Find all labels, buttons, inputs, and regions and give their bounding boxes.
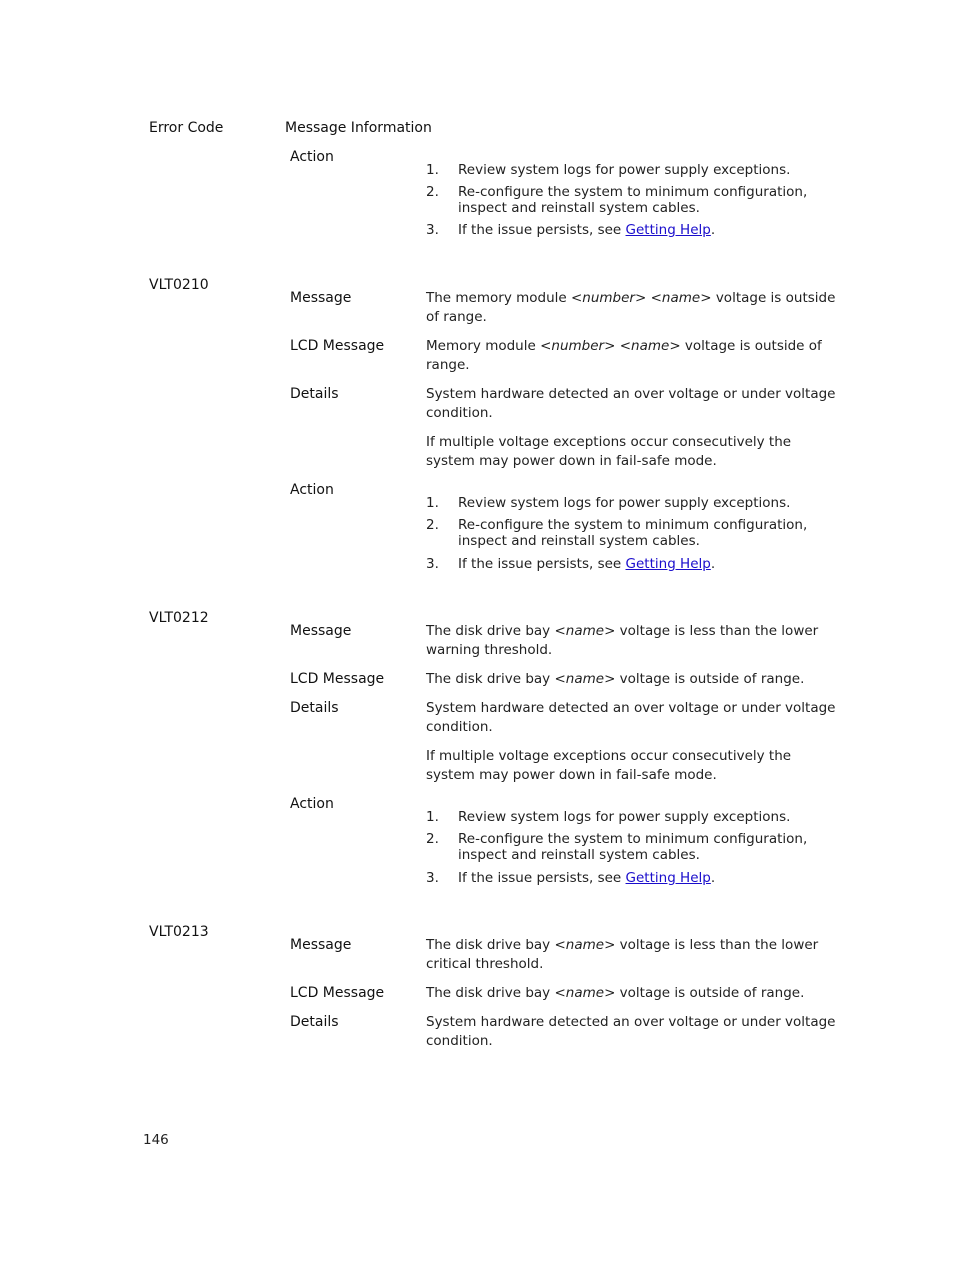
error-code: VLT0210 <box>149 277 209 293</box>
list-number: 3. <box>426 556 439 572</box>
lcd-message-text: The disk drive bay <name> voltage is outside of range. <box>426 985 805 1001</box>
message-text: The memory module <number> <name> voltage is outside <box>426 290 836 306</box>
list-number: 3. <box>426 870 439 886</box>
message-label: Message <box>290 937 352 953</box>
getting-help-link[interactable]: Getting Help <box>625 556 711 572</box>
list-number: 1. <box>426 809 439 825</box>
details-text-2: If multiple voltage exceptions occur consecutively the <box>426 748 792 764</box>
action-label: Action <box>290 482 334 498</box>
details-text: System hardware detected an over voltage or under voltage <box>426 700 836 716</box>
details-text-cont: condition. <box>426 405 493 421</box>
action-step-2-cont: inspect and reinstall system cables. <box>458 200 700 216</box>
action-step-1: Review system logs for power supply exceptions. <box>458 809 791 825</box>
details-text-2-cont: system may power down in fail-safe mode. <box>426 767 717 783</box>
lcd-message-text: Memory module <number> <name> voltage is outside of <box>426 338 822 354</box>
action-step-2-cont: inspect and reinstall system cables. <box>458 533 700 549</box>
details-text-2: If multiple voltage exceptions occur consecutively the <box>426 434 792 450</box>
action-step-2: Re-configure the system to minimum configuration, <box>458 184 808 200</box>
details-text-cont: condition. <box>426 1033 493 1049</box>
message-text-cont: of range. <box>426 309 487 325</box>
list-number: 1. <box>426 495 439 511</box>
lcd-message-label: LCD Message <box>290 338 385 354</box>
page-number: 146 <box>143 1132 169 1148</box>
action-step-3: If the issue persists, see Getting Help. <box>458 870 716 886</box>
lcd-message-text-cont: range. <box>426 357 470 373</box>
message-text: The disk drive bay <name> voltage is less than the lower <box>426 623 819 639</box>
message-text-cont: critical threshold. <box>426 956 544 972</box>
details-label: Details <box>290 700 339 716</box>
action-step-2: Re-configure the system to minimum configuration, <box>458 517 808 533</box>
details-label: Details <box>290 1014 339 1030</box>
list-number: 2. <box>426 184 439 200</box>
column-header-message-information: Message Information <box>285 120 432 136</box>
details-text: System hardware detected an over voltage or under voltage <box>426 1014 836 1030</box>
getting-help-link[interactable]: Getting Help <box>625 870 711 886</box>
action-label: Action <box>290 796 334 812</box>
message-text-cont: warning threshold. <box>426 642 553 658</box>
list-number: 3. <box>426 222 439 238</box>
action-step-2-cont: inspect and reinstall system cables. <box>458 847 700 863</box>
action-step-1: Review system logs for power supply exceptions. <box>458 162 791 178</box>
message-text: The disk drive bay <name> voltage is less than the lower <box>426 937 819 953</box>
details-text: System hardware detected an over voltage or under voltage <box>426 386 836 402</box>
getting-help-link[interactable]: Getting Help <box>625 222 711 238</box>
details-label: Details <box>290 386 339 402</box>
action-step-3: If the issue persists, see Getting Help. <box>458 556 716 572</box>
error-code: VLT0212 <box>149 610 209 626</box>
column-header-error-code: Error Code <box>149 120 224 136</box>
details-text-2-cont: system may power down in fail-safe mode. <box>426 453 717 469</box>
lcd-message-label: LCD Message <box>290 671 385 687</box>
action-label: Action <box>290 149 334 165</box>
list-number: 2. <box>426 831 439 847</box>
lcd-message-text: The disk drive bay <name> voltage is outside of range. <box>426 671 805 687</box>
lcd-message-label: LCD Message <box>290 985 385 1001</box>
message-label: Message <box>290 290 352 306</box>
error-code: VLT0213 <box>149 924 209 940</box>
details-text-cont: condition. <box>426 719 493 735</box>
message-label: Message <box>290 623 352 639</box>
list-number: 2. <box>426 517 439 533</box>
list-number: 1. <box>426 162 439 178</box>
action-step-3: If the issue persists, see Getting Help. <box>458 222 716 238</box>
action-step-2: Re-configure the system to minimum configuration, <box>458 831 808 847</box>
action-step-1: Review system logs for power supply exceptions. <box>458 495 791 511</box>
